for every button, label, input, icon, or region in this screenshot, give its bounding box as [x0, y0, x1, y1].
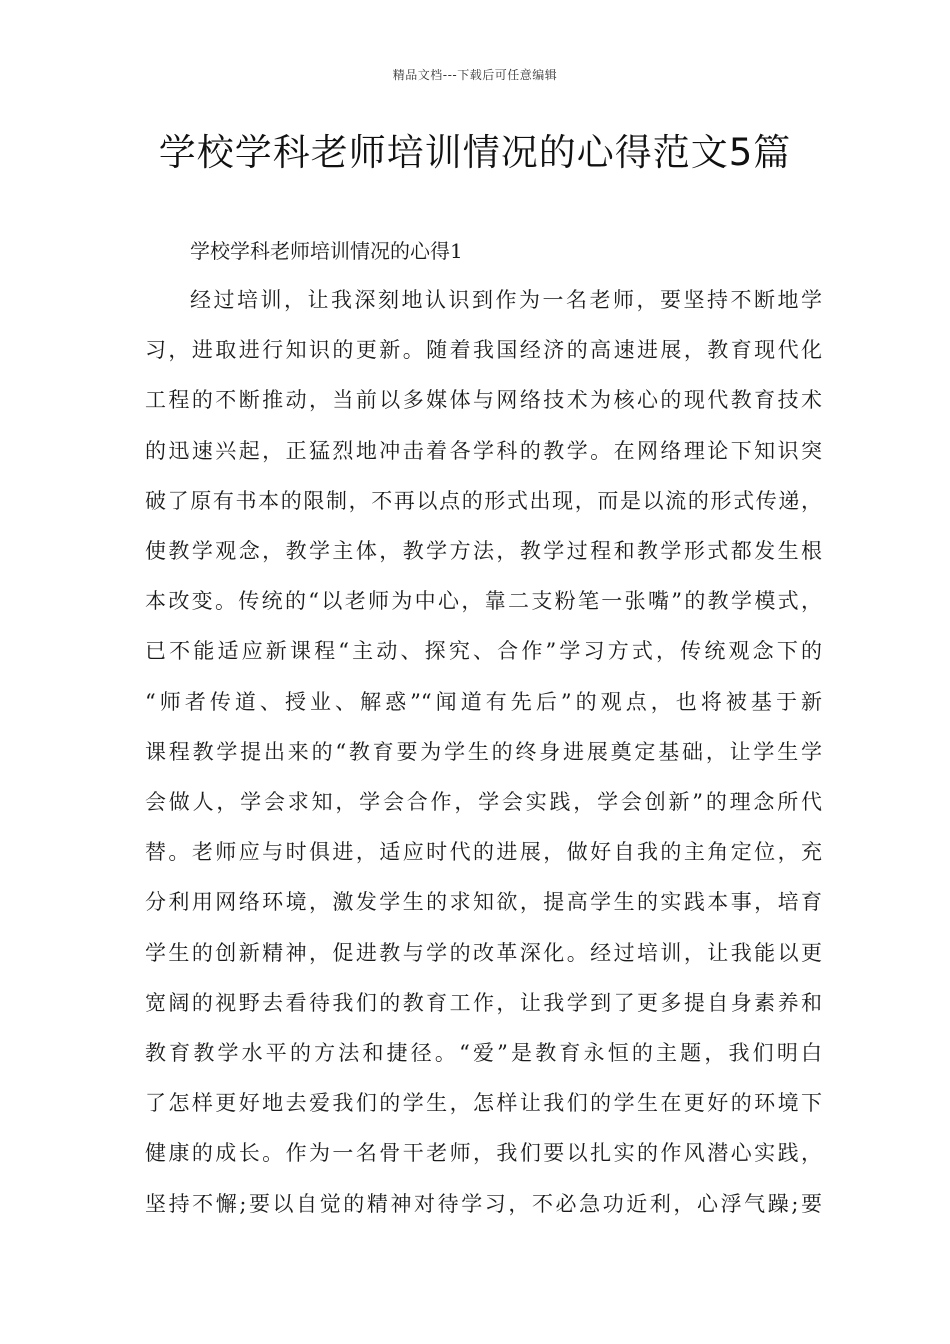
paragraph-line: 健康的成长。作为一名骨干老师，我们要以扎实的作风潜心实践，	[145, 1141, 822, 1166]
paragraph-line: 使教学观念，教学主体，教学方法，教学过程和教学形式都发生根	[145, 539, 822, 563]
paragraph-line: 坚持不懈;要以自觉的精神对待学习，不必急功近利，心浮气躁;要	[145, 1191, 822, 1216]
paragraph-line: 教育教学水平的方法和捷径。“爱”是教育永恒的主题，我们明白	[145, 1041, 822, 1065]
paragraph-line: 经过培训，让我深刻地认识到作为一名老师，要坚持不断地学	[190, 288, 822, 312]
paragraph-line: 课程教学提出来的“教育要为学生的终身进展奠定基础，让学生学	[145, 739, 822, 764]
document-title: 学校学科老师培训情况的心得范文5篇	[158, 131, 792, 174]
paragraph-line: 本改变。传统的“以老师为中心，靠二支粉笔一张嘴”的教学模式，	[145, 589, 822, 614]
paragraph-line: “师者传道、授业、解惑”“闻道有先后”的观点，也将被基于新	[145, 689, 822, 714]
section-heading: 学校学科老师培训情况的心得1	[190, 239, 463, 263]
paragraph-line: 的迅速兴起，正猛烈地冲击着各学科的教学。在网络理论下知识突	[145, 438, 822, 463]
paragraph-line: 已不能适应新课程“主动、探究、合作”学习方式，传统观念下的	[145, 639, 822, 664]
paragraph-line: 破了原有书本的限制，不再以点的形式出现，而是以流的形式传递，	[145, 488, 822, 513]
paragraph-line: 了怎样更好地去爱我们的学生，怎样让我们的学生在更好的环境下	[145, 1091, 822, 1116]
paragraph-line: 工程的不断推动，当前以多媒体与网络技术为核心的现代教育技术	[145, 388, 822, 413]
paragraph-line: 宽阔的视野去看待我们的教育工作，让我学到了更多提自身素养和	[145, 990, 822, 1015]
paragraph-line: 会做人，学会求知，学会合作，学会实践，学会创新”的理念所代	[145, 790, 822, 814]
paragraph-line: 习，进取进行知识的更新。随着我国经济的高速进展，教育现代化	[145, 338, 822, 363]
header-note: 精品文档---下载后可任意编辑	[392, 68, 558, 82]
paragraph-line: 替。老师应与时俱进，适应时代的进展，做好自我的主角定位，充	[145, 840, 822, 865]
paragraph-line: 学生的创新精神，促进教与学的改革深化。经过培训，让我能以更	[145, 940, 822, 965]
paragraph-line: 分利用网络环境，激发学生的求知欲，提高学生的实践本事，培育	[145, 890, 822, 915]
